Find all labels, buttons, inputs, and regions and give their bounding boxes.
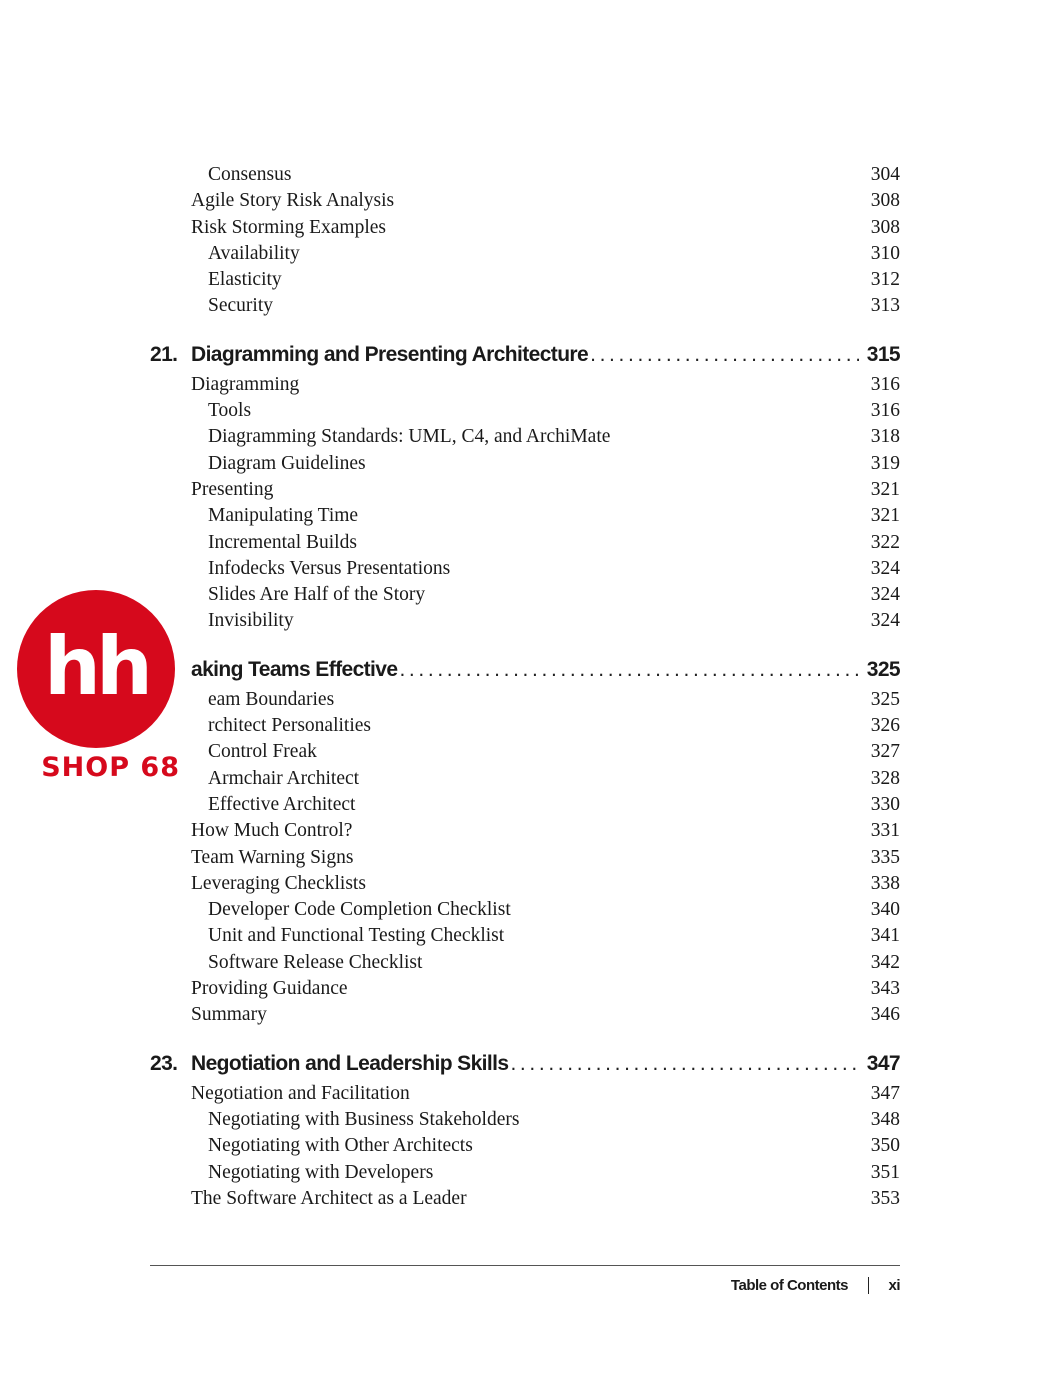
footer-section-label: Table of Contents <box>730 1276 848 1294</box>
toc-entry-title: Team Warning Signs <box>191 846 354 868</box>
toc-entry-team-boundaries[interactable] <box>150 687 900 713</box>
toc-entry-title: rchitect Personalities <box>208 715 371 737</box>
toc-entry-title: Diagramming <box>191 373 300 395</box>
toc-entry-tools[interactable] <box>150 398 900 424</box>
toc-entry-title: Software Release Checklist <box>208 951 423 973</box>
toc-entry-page: 322 <box>870 531 900 553</box>
chapter-title: aking Teams Effective <box>191 657 398 681</box>
toc-entry-infodecks-versus-presentations[interactable] <box>150 556 900 582</box>
toc-entry-page: 318 <box>870 426 900 448</box>
toc-entry-page: 328 <box>870 767 900 789</box>
toc-entry-page: 326 <box>870 715 900 737</box>
dot-leader <box>590 340 859 370</box>
toc-entry-page: 346 <box>870 1004 900 1026</box>
toc-entry-incremental-builds[interactable] <box>150 530 900 556</box>
toc-entry-page: 304 <box>870 164 900 185</box>
toc-entry-page: 319 <box>870 452 900 474</box>
toc-entry-title: Leveraging Checklists <box>191 872 366 894</box>
chapter-heading-23[interactable] <box>150 1049 900 1079</box>
toc-entry-software-release-checklist[interactable] <box>150 950 900 976</box>
toc-entry-title: Control Freak <box>208 741 317 763</box>
page-footer <box>731 1273 900 1297</box>
toc-entry-page: 316 <box>870 373 900 395</box>
toc-entry-title: Diagramming Standards: UML, C4, and ArchiMate <box>208 426 611 448</box>
toc-entry-page: 341 <box>870 925 900 947</box>
toc-entry-title: Agile Story Risk Analysis <box>191 190 395 212</box>
toc-entry-title: Summary <box>191 1004 267 1026</box>
toc-entry-title: eam Boundaries <box>208 688 335 710</box>
table-of-contents <box>150 162 900 1212</box>
chapter-page: 347 <box>866 1051 900 1075</box>
toc-entry-page: 321 <box>870 478 900 500</box>
toc-entry-presenting[interactable] <box>150 477 900 503</box>
toc-entry-title: Providing Guidance <box>191 978 348 1000</box>
toc-entry-title: Diagram Guidelines <box>208 452 366 474</box>
toc-entry-invisibility[interactable] <box>150 608 900 634</box>
toc-entry-page: 313 <box>870 295 900 317</box>
toc-entry-page: 310 <box>870 242 900 264</box>
toc-entry-availability[interactable] <box>150 241 900 267</box>
chapter-title: Negotiation and Leadership Skills <box>191 1051 509 1075</box>
watermark-logo <box>0 590 180 800</box>
toc-entry-page: 347 <box>870 1082 900 1104</box>
toc-entry-page: 350 <box>870 1135 900 1157</box>
toc-entry-architect-personalities[interactable] <box>150 713 900 739</box>
dot-leader <box>510 1049 858 1079</box>
chapter-title: Diagramming and Presenting Architecture <box>191 342 589 366</box>
toc-entry-title: Presenting <box>191 478 274 500</box>
footer-divider <box>150 1265 900 1266</box>
logo-circle <box>17 590 175 748</box>
toc-entry-security[interactable] <box>150 293 900 319</box>
toc-entry-diagram-guidelines[interactable] <box>150 451 900 477</box>
toc-entry-title: Unit and Functional Testing Checklist <box>208 925 505 947</box>
chapter-page: 315 <box>866 342 900 366</box>
toc-entry-title: Incremental Builds <box>208 531 357 553</box>
toc-entry-page: 331 <box>870 820 900 842</box>
toc-entry-page: 325 <box>870 688 900 710</box>
toc-entry-consensus[interactable] <box>150 162 900 188</box>
toc-entry-page: 330 <box>870 793 900 815</box>
toc-entry-page: 308 <box>870 216 900 238</box>
toc-entry-page: 324 <box>870 610 900 632</box>
toc-entry-page: 335 <box>870 846 900 868</box>
toc-entry-negotiation-facilitation[interactable] <box>150 1081 900 1107</box>
toc-entry-page: 343 <box>870 978 900 1000</box>
toc-entry-page: 340 <box>870 899 900 921</box>
toc-entry-unit-functional-testing-checklist[interactable] <box>150 923 900 949</box>
toc-entry-title: Availability <box>208 242 300 264</box>
toc-entry-risk-storming-examples[interactable] <box>150 215 900 241</box>
toc-entry-title: Slides Are Half of the Story <box>208 584 426 606</box>
toc-entry-title: Effective Architect <box>208 793 356 815</box>
toc-entry-developer-code-completion-checklist[interactable] <box>150 897 900 923</box>
toc-entry-armchair-architect[interactable] <box>150 766 900 792</box>
toc-entry-page: 316 <box>870 400 900 422</box>
toc-entry-title: Security <box>208 295 273 317</box>
toc-entry-negotiating-business-stakeholders[interactable] <box>150 1107 900 1133</box>
toc-entry-diagramming-standards[interactable] <box>150 424 900 450</box>
toc-entry-team-warning-signs[interactable] <box>150 845 900 871</box>
chapter-heading-21[interactable] <box>150 340 900 370</box>
toc-entry-page: 338 <box>870 872 900 894</box>
toc-entry-agile-story-risk-analysis[interactable] <box>150 188 900 214</box>
toc-entry-title: Risk Storming Examples <box>191 216 386 238</box>
toc-entry-title: Negotiating with Business Stakeholders <box>208 1108 520 1130</box>
toc-entry-title: Armchair Architect <box>208 767 360 789</box>
footer-page-number: xi <box>888 1276 900 1294</box>
toc-entry-title: The Software Architect as a Leader <box>191 1187 467 1209</box>
toc-entry-title: Tools <box>208 400 252 422</box>
toc-entry-page: 348 <box>870 1108 900 1130</box>
toc-entry-diagramming[interactable] <box>150 372 900 398</box>
chapter-page: 325 <box>866 657 900 681</box>
toc-entry-page: 342 <box>870 951 900 973</box>
toc-entry-page: 321 <box>870 505 900 527</box>
chapter-heading-22[interactable] <box>150 655 900 685</box>
toc-entry-how-much-control[interactable] <box>150 818 900 844</box>
logo-shop-label: SHOP 68 <box>41 752 180 783</box>
toc-entry-page: 353 <box>870 1187 900 1209</box>
toc-entry-title: Consensus <box>208 164 292 185</box>
toc-entry-page: 351 <box>870 1161 900 1183</box>
toc-entry-title: Negotiating with Other Architects <box>208 1135 473 1157</box>
toc-entry-negotiating-developers[interactable] <box>150 1160 900 1186</box>
toc-entry-title: Negotiation and Facilitation <box>191 1082 410 1104</box>
toc-entry-leveraging-checklists[interactable] <box>150 871 900 897</box>
toc-entry-providing-guidance[interactable] <box>150 976 900 1002</box>
toc-entry-slides-half-of-story[interactable] <box>150 582 900 608</box>
toc-entry-control-freak[interactable] <box>150 739 900 765</box>
toc-entry-effective-architect[interactable] <box>150 792 900 818</box>
toc-entry-software-architect-leader[interactable] <box>150 1186 900 1212</box>
logo-text: hh <box>44 619 148 713</box>
toc-entry-title: Negotiating with Developers <box>208 1161 434 1183</box>
toc-entry-title: Elasticity <box>208 269 282 291</box>
footer-separator <box>868 1277 870 1294</box>
toc-entry-page: 308 <box>870 190 900 212</box>
toc-entry-title: How Much Control? <box>191 820 353 842</box>
chapter-number: 23. <box>150 1051 178 1075</box>
toc-entry-title: Invisibility <box>208 610 294 632</box>
toc-entry-page: 324 <box>870 584 900 606</box>
toc-entry-manipulating-time[interactable] <box>150 503 900 529</box>
toc-entry-page: 312 <box>870 269 900 291</box>
toc-entry-negotiating-other-architects[interactable] <box>150 1133 900 1159</box>
toc-entry-summary[interactable] <box>150 1002 900 1028</box>
dot-leader <box>399 655 858 685</box>
toc-entry-title: Manipulating Time <box>208 505 359 527</box>
toc-entry-page: 327 <box>870 741 900 763</box>
toc-entry-page: 324 <box>870 557 900 579</box>
toc-entry-title: Developer Code Completion Checklist <box>208 899 511 921</box>
toc-entry-elasticity[interactable] <box>150 267 900 293</box>
chapter-number: 21. <box>150 342 178 366</box>
toc-entry-title: Infodecks Versus Presentations <box>208 557 451 579</box>
